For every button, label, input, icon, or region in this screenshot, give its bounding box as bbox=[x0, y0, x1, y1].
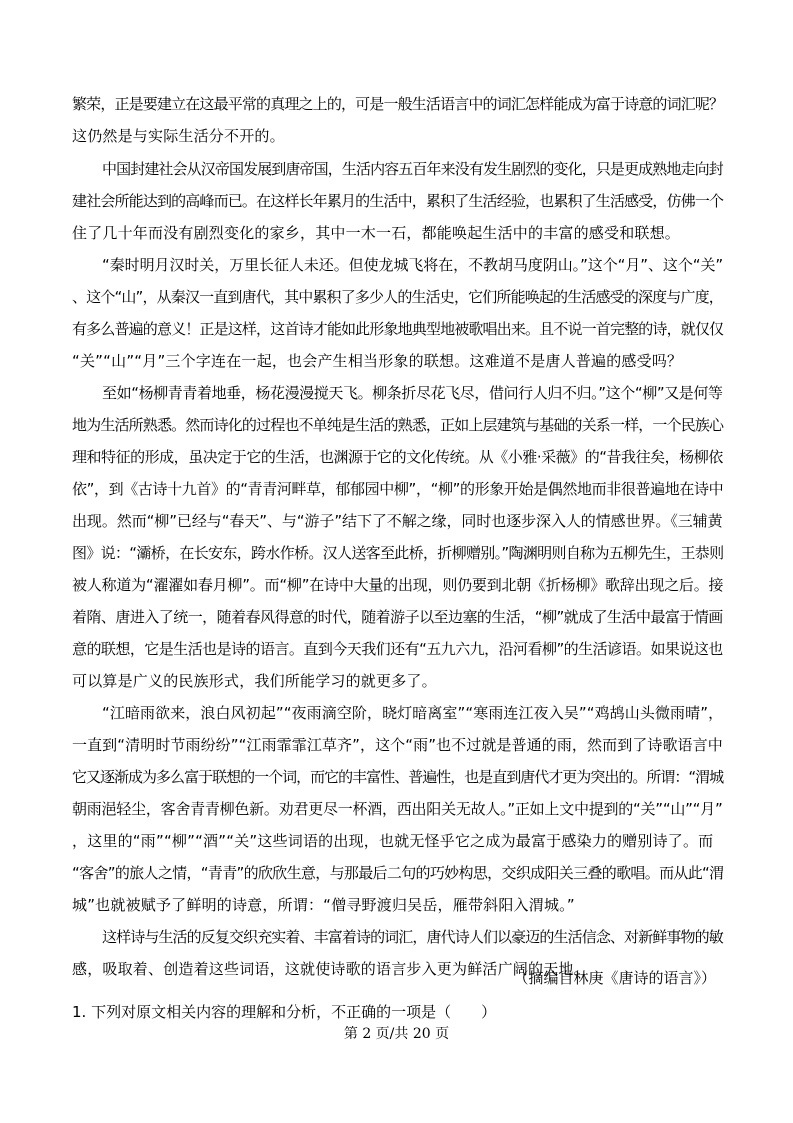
article-line: 繁荣，正是要建立在这最平常的真理之上的，可是一般生活语言中的词汇怎样能成为富于诗意的词汇呢？ bbox=[72, 95, 724, 113]
article-line: “江暗雨欲来，浪白风初起”“夜雨滴空阶，晓灯暗离室”“寒雨连江夜入吴”“鸡鸪山头微雨晴”， bbox=[102, 704, 724, 722]
article-line: “秦时明月汉时关，万里长征人未还。但使龙城飞将在，不教胡马度阴山。”这个“月”、这个“关” bbox=[102, 256, 724, 274]
article-line: 朝雨浥轻尘，客舍青青柳色新。劝君更尽一杯酒，西出阳关无故人。”正如上文中提到的“关”“山”“月” bbox=[72, 800, 723, 818]
article-line: ，这里的“雨”“柳”“酒”“关”这些词语的出现，也就无怪乎它之成为最富于感染力的赠别诗了。而 bbox=[72, 832, 714, 850]
article-line: 理和特征的形成，虽决定于它的生活，也渊源于它的文化传统。从《小雅·采薇》的“昔我往矣，杨柳依 bbox=[72, 448, 723, 466]
article-line: 它又逐渐成为多么富于联想的一个词，而它的丰富性、普遍性，也是直到唐代才更为突出的。所谓：“渭城 bbox=[72, 768, 724, 786]
article-line: 住了几十年而没有剧烈变化的家乡，其中一木一石，都能唤起生活中的丰富的感受和联想。 bbox=[72, 224, 681, 242]
page-number: 第 2 页/共 20 页 bbox=[343, 1026, 450, 1042]
article-line: 地为生活所熟悉。然而诗化的过程也不单纯是生活的熟悉，正如上层建筑与基础的关系一样，一个民族心 bbox=[72, 416, 724, 434]
article-line: 着隋、唐进入了统一，随着春风得意的时代，随着游子以至边塞的生活，“柳”就成了生活中最富于情画 bbox=[72, 608, 723, 626]
article-line: 、这个“山”，从秦汉一直到唐代，其中累积了多少人的生活史，它们所能唤起的生活感受的深度与广度， bbox=[72, 288, 723, 306]
article-line: “关”“山”“月”三个字连在一起，也会产生相当形象的联想。这难道不是唐人普遍的感受吗？ bbox=[72, 352, 683, 370]
article-line: 有多么普遍的意义！正是这样，这首诗才能如此形象地典型地被歌唱出来。且不说一首完整的诗，就仅仅 bbox=[72, 320, 724, 338]
article-line: 依”，到《古诗十九首》的“青青河畔草，郁郁园中柳”，“柳”的形象开始是偶然地而非很普遍地在诗中 bbox=[72, 480, 724, 498]
article-line: 被人称道为“濯濯如春月柳”。而“柳”在诗中大量的出现，则仍要到北朝《折杨柳》歌辞出现之后。接 bbox=[72, 576, 724, 594]
article-line: 一直到“清明时节雨纷纷”“江雨霏霏江草齐”，这个“雨”也不过就是普通的雨，然而到了诗歌语言中 bbox=[72, 736, 723, 754]
article-line: 感，吸取着、创造着这些词语，这就使诗歌的语言步入更为鲜活广阔的天地。 bbox=[72, 960, 589, 978]
question-1: 1. 下列对原文相关内容的理解和分析，不正确的一项是（ ） bbox=[72, 1003, 497, 1021]
article-line: 建社会所能达到的高峰而已。在这样长年累月的生活中，累积了生活经验，也累积了生活感受，仿佛一个 bbox=[72, 192, 724, 210]
article-line: 这样诗与生活的反复交织充实着、丰富着诗的词汇，唐代诗人们以豪迈的生活信念、对新鲜事物的敏 bbox=[102, 928, 723, 946]
source-citation: （摘编自林庚《唐诗的语言》） bbox=[513, 969, 716, 987]
article-line: 城”也就被赋予了鲜明的诗意，所谓：“僧寻野渡归吴岳，雁带斜阳入渭城。” bbox=[72, 896, 575, 914]
article-line: 这仍然是与实际生活分不开的。 bbox=[72, 127, 285, 145]
article-line: 至如“杨柳青青着地垂，杨花漫漫搅天飞。柳条折尽花飞尽，借问行人归不归。”这个“柳”又是何等 bbox=[102, 384, 723, 402]
article-line: 出现。然而“柳”已经与“春天”、与“游子”结下了不解之缘，同时也逐步深入人的情感世界。《三辅黄 bbox=[72, 512, 723, 530]
article-line: “客舍”的旅人之情，“青青”的欣欣生意，与那最后二句的巧妙构思，交织成阳关三叠的歌唱。而从此“渭 bbox=[72, 864, 724, 882]
article-line: 可以算是广义的民族形式，我们所能学习的就更多了。 bbox=[72, 672, 437, 690]
article-line: 图》说：“灞桥，在长安东，跨水作桥。汉人送客至此桥，折柳赠别。”陶渊明则自称为五柳先生，王恭则 bbox=[72, 544, 724, 562]
article-line: 中国封建社会从汉帝国发展到唐帝国，生活内容五百年来没有发生剧烈的变化，只是更成熟地走向封 bbox=[102, 160, 723, 178]
article-line: 意的联想，它是生活也是诗的语言。直到今天我们还有“五九六九，沿河看柳”的生活谚语。如果说这也 bbox=[72, 640, 723, 658]
